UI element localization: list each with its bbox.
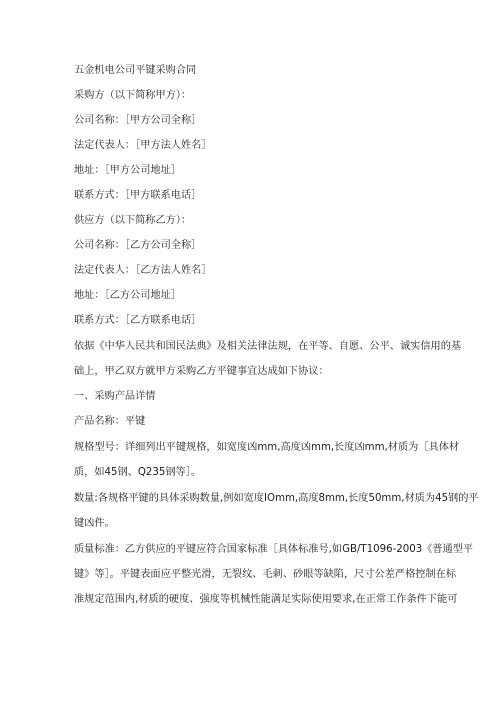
spec-paragraph [74, 435, 460, 485]
quantity-line: 键凶件。 [74, 518, 115, 529]
buyer-heading: 采购方（以下简称甲方）： [74, 90, 192, 101]
quality-line: 准规定范围内,材质的硬度、强度等机械性能满足实际使用要求,在正常工作条件下能可 [74, 594, 458, 605]
buyer-contact: 联系方式：［甲方联系电话］ [74, 190, 202, 201]
buyer-address: 地址：［甲方公司地址］ [74, 165, 181, 176]
spec-line: 质，如45钢、Q235钢等］。 [74, 467, 202, 478]
seller-rep: 法定代表人：［乙方法人姓名］ [74, 265, 212, 276]
quality-line: 键》等］。平键表面应平整光滑，无裂纹、毛刺、砂眼等缺陷，尺寸公差严格控制在标 [74, 569, 457, 580]
document-body [74, 64, 479, 618]
seller-address: 地址：［乙方公司地址］ [74, 290, 181, 301]
quality-paragraph [74, 537, 474, 612]
seller-contact: 联系方式：［乙方联系电话］ [74, 315, 202, 326]
section-heading: 一、采购产品详情 [74, 391, 156, 402]
seller-company: 公司名称：［乙方公司全称］ [74, 240, 202, 251]
seller-heading: 供应方（以下简称乙方）： [74, 215, 192, 226]
intro-line: 础上，甲乙双方就甲方采购乙方平键事宜达成如下协议： [74, 366, 329, 377]
quality-line: 质量标准：乙方供应的平键应符合国家标准［具体标准号,如GB/T1096-2003《普通型平 [74, 544, 474, 555]
quantity-line: 数量:各规格平键的具体采购数量,例如宽度IOmm,高度8mm,长度50mm,材质为45钢的平 [74, 493, 479, 504]
buyer-rep: 法定代表人：［甲方法人姓名］ [74, 140, 212, 151]
intro-line: 依据《中华人民共和国民法典》及相关法律法规，在平等、自愿、公平、诚实信用的基 [74, 341, 462, 352]
buyer-company: 公司名称：［甲方公司全称］ [74, 115, 202, 126]
spec-line: 规格型号：详细列出平键规格，如宽度凶mm,高度凶mm,长度凶mm,材质为［具体材 [74, 442, 460, 453]
quantity-paragraph [74, 486, 479, 536]
product-name: 产品名称：平键 [74, 416, 146, 427]
intro-paragraph [74, 334, 462, 384]
document-title: 五金机电公司平键采购合同 [74, 65, 197, 76]
